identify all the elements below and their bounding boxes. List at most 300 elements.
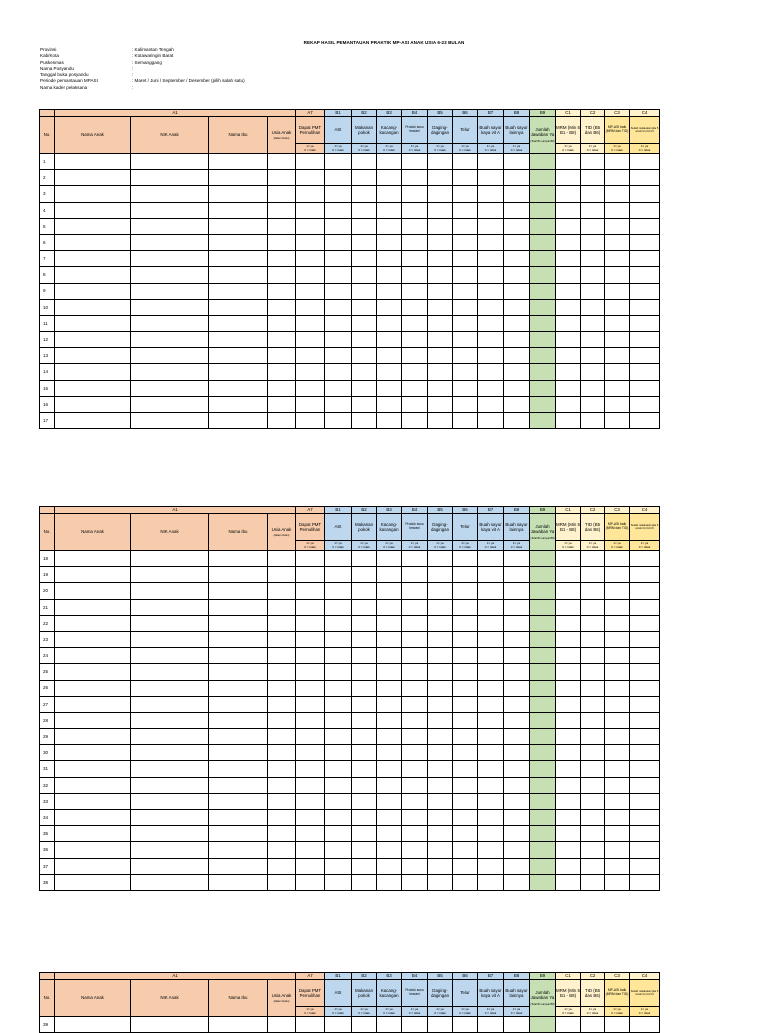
data-cell[interactable] [581, 348, 605, 364]
data-cell[interactable] [131, 874, 209, 890]
data-cell[interactable] [478, 793, 504, 809]
data-cell[interactable] [402, 874, 428, 890]
data-cell[interactable] [377, 567, 402, 583]
data-cell[interactable] [478, 648, 504, 664]
data-cell[interactable] [453, 218, 478, 234]
data-cell[interactable] [556, 348, 581, 364]
data-cell[interactable] [377, 380, 402, 396]
data-cell[interactable] [131, 251, 209, 267]
data-cell[interactable] [325, 315, 352, 331]
data-cell[interactable] [478, 874, 504, 890]
data-cell[interactable] [504, 777, 530, 793]
data-cell[interactable] [504, 712, 530, 728]
data-cell[interactable] [453, 826, 478, 842]
data-cell[interactable] [478, 680, 504, 696]
data-cell[interactable] [296, 761, 325, 777]
data-cell[interactable] [556, 299, 581, 315]
data-cell[interactable] [630, 761, 660, 777]
data-cell[interactable] [581, 283, 605, 299]
data-cell[interactable] [325, 615, 352, 631]
data-cell[interactable] [556, 583, 581, 599]
data-cell[interactable] [428, 154, 453, 170]
data-cell[interactable] [556, 364, 581, 380]
data-cell[interactable] [453, 567, 478, 583]
data-cell[interactable] [325, 777, 352, 793]
data-cell[interactable] [325, 729, 352, 745]
data-cell[interactable] [605, 299, 630, 315]
data-cell[interactable] [296, 648, 325, 664]
data-cell[interactable] [377, 413, 402, 429]
data-cell[interactable] [268, 364, 296, 380]
data-cell[interactable] [530, 218, 556, 234]
data-cell[interactable] [209, 315, 268, 331]
data-cell[interactable] [504, 615, 530, 631]
data-cell[interactable] [325, 567, 352, 583]
data-cell[interactable] [504, 186, 530, 202]
data-cell[interactable] [556, 154, 581, 170]
data-cell[interactable] [131, 315, 209, 331]
data-cell[interactable] [402, 315, 428, 331]
data-cell[interactable] [478, 315, 504, 331]
data-cell[interactable] [453, 251, 478, 267]
data-cell[interactable] [453, 348, 478, 364]
data-cell[interactable] [268, 615, 296, 631]
data-cell[interactable] [209, 810, 268, 826]
data-cell[interactable] [478, 615, 504, 631]
data-cell[interactable] [453, 874, 478, 890]
data-cell[interactable] [325, 842, 352, 858]
data-cell[interactable] [325, 793, 352, 809]
data-cell[interactable] [296, 599, 325, 615]
data-cell[interactable] [377, 186, 402, 202]
data-cell[interactable] [131, 599, 209, 615]
data-cell[interactable] [428, 599, 453, 615]
data-cell[interactable] [630, 664, 660, 680]
data-cell[interactable] [478, 348, 504, 364]
data-cell[interactable] [209, 170, 268, 186]
data-cell[interactable] [209, 874, 268, 890]
data-cell[interactable] [478, 858, 504, 874]
data-cell[interactable] [630, 729, 660, 745]
data-cell[interactable] [581, 267, 605, 283]
data-cell[interactable] [478, 810, 504, 826]
data-cell[interactable] [453, 1017, 478, 1033]
data-cell[interactable] [453, 777, 478, 793]
data-cell[interactable] [352, 810, 377, 826]
data-cell[interactable] [209, 664, 268, 680]
data-cell[interactable] [55, 218, 131, 234]
data-cell[interactable] [352, 348, 377, 364]
data-cell[interactable] [131, 583, 209, 599]
data-cell[interactable] [352, 551, 377, 567]
data-cell[interactable] [530, 712, 556, 728]
data-cell[interactable] [352, 364, 377, 380]
data-cell[interactable] [296, 413, 325, 429]
data-cell[interactable] [402, 615, 428, 631]
data-cell[interactable] [209, 761, 268, 777]
data-cell[interactable] [556, 842, 581, 858]
data-cell[interactable] [530, 267, 556, 283]
data-cell[interactable] [556, 283, 581, 299]
data-cell[interactable] [428, 793, 453, 809]
data-cell[interactable] [55, 826, 131, 842]
data-cell[interactable] [630, 186, 660, 202]
data-cell[interactable] [55, 793, 131, 809]
data-cell[interactable] [402, 1017, 428, 1033]
data-cell[interactable] [530, 777, 556, 793]
data-cell[interactable] [504, 413, 530, 429]
data-cell[interactable] [131, 380, 209, 396]
data-cell[interactable] [296, 315, 325, 331]
data-cell[interactable] [530, 729, 556, 745]
data-cell[interactable] [402, 810, 428, 826]
data-cell[interactable] [581, 712, 605, 728]
data-cell[interactable] [428, 842, 453, 858]
data-cell[interactable] [428, 615, 453, 631]
data-cell[interactable] [268, 664, 296, 680]
data-cell[interactable] [504, 348, 530, 364]
data-cell[interactable] [581, 299, 605, 315]
data-cell[interactable] [268, 680, 296, 696]
data-cell[interactable] [630, 380, 660, 396]
data-cell[interactable] [605, 729, 630, 745]
data-cell[interactable] [268, 551, 296, 567]
data-cell[interactable] [55, 810, 131, 826]
data-cell[interactable] [581, 874, 605, 890]
data-cell[interactable] [478, 842, 504, 858]
data-cell[interactable] [131, 186, 209, 202]
data-cell[interactable] [581, 810, 605, 826]
data-cell[interactable] [377, 777, 402, 793]
data-cell[interactable] [55, 858, 131, 874]
data-cell[interactable] [478, 202, 504, 218]
data-cell[interactable] [352, 218, 377, 234]
data-cell[interactable] [55, 874, 131, 890]
info-value[interactable]: : [132, 72, 134, 78]
data-cell[interactable] [605, 874, 630, 890]
data-cell[interactable] [605, 615, 630, 631]
data-cell[interactable] [268, 567, 296, 583]
data-cell[interactable] [504, 299, 530, 315]
data-cell[interactable] [209, 283, 268, 299]
data-cell[interactable] [325, 283, 352, 299]
data-cell[interactable] [556, 567, 581, 583]
data-cell[interactable] [428, 745, 453, 761]
data-cell[interactable] [268, 712, 296, 728]
data-cell[interactable] [581, 745, 605, 761]
data-cell[interactable] [630, 413, 660, 429]
data-cell[interactable] [556, 251, 581, 267]
data-cell[interactable] [377, 842, 402, 858]
data-cell[interactable] [209, 793, 268, 809]
data-cell[interactable] [428, 696, 453, 712]
data-cell[interactable] [530, 599, 556, 615]
data-cell[interactable] [296, 251, 325, 267]
data-cell[interactable] [55, 1017, 131, 1033]
data-cell[interactable] [55, 599, 131, 615]
data-cell[interactable] [478, 1017, 504, 1033]
data-cell[interactable] [268, 413, 296, 429]
data-cell[interactable] [352, 583, 377, 599]
data-cell[interactable] [530, 810, 556, 826]
data-cell[interactable] [504, 364, 530, 380]
data-cell[interactable] [352, 251, 377, 267]
data-cell[interactable] [296, 170, 325, 186]
data-cell[interactable] [478, 251, 504, 267]
data-cell[interactable] [581, 761, 605, 777]
data-cell[interactable] [296, 842, 325, 858]
data-cell[interactable] [55, 283, 131, 299]
data-cell[interactable] [478, 364, 504, 380]
data-cell[interactable] [428, 251, 453, 267]
data-cell[interactable] [55, 413, 131, 429]
data-cell[interactable] [131, 267, 209, 283]
data-cell[interactable] [402, 583, 428, 599]
data-cell[interactable] [428, 170, 453, 186]
data-cell[interactable] [55, 777, 131, 793]
data-cell[interactable] [428, 567, 453, 583]
data-cell[interactable] [581, 170, 605, 186]
data-cell[interactable] [504, 283, 530, 299]
data-cell[interactable] [209, 267, 268, 283]
data-cell[interactable] [581, 777, 605, 793]
data-cell[interactable] [268, 202, 296, 218]
data-cell[interactable] [352, 413, 377, 429]
data-cell[interactable] [630, 154, 660, 170]
data-cell[interactable] [352, 283, 377, 299]
data-cell[interactable] [504, 234, 530, 250]
data-cell[interactable] [352, 631, 377, 647]
data-cell[interactable] [581, 1017, 605, 1033]
data-cell[interactable] [296, 1017, 325, 1033]
data-cell[interactable] [402, 745, 428, 761]
data-cell[interactable] [428, 1017, 453, 1033]
data-cell[interactable] [605, 218, 630, 234]
data-cell[interactable] [556, 1017, 581, 1033]
data-cell[interactable] [131, 332, 209, 348]
data-cell[interactable] [605, 793, 630, 809]
data-cell[interactable] [581, 648, 605, 664]
data-cell[interactable] [605, 712, 630, 728]
data-cell[interactable] [55, 267, 131, 283]
data-cell[interactable] [630, 234, 660, 250]
data-cell[interactable] [209, 631, 268, 647]
data-cell[interactable] [453, 696, 478, 712]
data-cell[interactable] [296, 567, 325, 583]
data-cell[interactable] [504, 218, 530, 234]
data-cell[interactable] [581, 680, 605, 696]
data-cell[interactable] [209, 729, 268, 745]
data-cell[interactable] [402, 170, 428, 186]
info-value[interactable]: : Kotawaringin Barat [132, 53, 174, 59]
data-cell[interactable] [402, 680, 428, 696]
data-cell[interactable] [504, 793, 530, 809]
data-cell[interactable] [428, 234, 453, 250]
data-cell[interactable] [352, 267, 377, 283]
data-cell[interactable] [605, 599, 630, 615]
data-cell[interactable] [325, 380, 352, 396]
data-cell[interactable] [630, 567, 660, 583]
data-cell[interactable] [428, 413, 453, 429]
data-cell[interactable] [296, 874, 325, 890]
data-cell[interactable] [325, 332, 352, 348]
data-cell[interactable] [55, 551, 131, 567]
data-cell[interactable] [131, 648, 209, 664]
data-cell[interactable] [530, 186, 556, 202]
data-cell[interactable] [428, 761, 453, 777]
data-cell[interactable] [581, 858, 605, 874]
data-cell[interactable] [402, 729, 428, 745]
data-cell[interactable] [478, 551, 504, 567]
data-cell[interactable] [504, 810, 530, 826]
data-cell[interactable] [630, 218, 660, 234]
data-cell[interactable] [296, 664, 325, 680]
data-cell[interactable] [131, 551, 209, 567]
data-cell[interactable] [352, 234, 377, 250]
data-cell[interactable] [268, 1017, 296, 1033]
data-cell[interactable] [581, 202, 605, 218]
data-cell[interactable] [530, 842, 556, 858]
data-cell[interactable] [268, 858, 296, 874]
data-cell[interactable] [530, 761, 556, 777]
data-cell[interactable] [428, 396, 453, 412]
data-cell[interactable] [402, 826, 428, 842]
data-cell[interactable] [453, 413, 478, 429]
data-cell[interactable] [428, 810, 453, 826]
data-cell[interactable] [131, 218, 209, 234]
data-cell[interactable] [556, 413, 581, 429]
data-cell[interactable] [131, 826, 209, 842]
data-cell[interactable] [605, 631, 630, 647]
data-cell[interactable] [630, 170, 660, 186]
data-cell[interactable] [453, 299, 478, 315]
data-cell[interactable] [605, 696, 630, 712]
data-cell[interactable] [325, 745, 352, 761]
data-cell[interactable] [504, 631, 530, 647]
data-cell[interactable] [268, 251, 296, 267]
data-cell[interactable] [209, 1017, 268, 1033]
data-cell[interactable] [55, 396, 131, 412]
data-cell[interactable] [209, 842, 268, 858]
data-cell[interactable] [453, 599, 478, 615]
data-cell[interactable] [352, 777, 377, 793]
data-cell[interactable] [530, 332, 556, 348]
data-cell[interactable] [605, 202, 630, 218]
data-cell[interactable] [402, 283, 428, 299]
info-value[interactable]: : Semanggang [132, 59, 162, 65]
data-cell[interactable] [377, 858, 402, 874]
data-cell[interactable] [325, 154, 352, 170]
data-cell[interactable] [556, 218, 581, 234]
data-cell[interactable] [605, 315, 630, 331]
data-cell[interactable] [377, 712, 402, 728]
data-cell[interactable] [453, 154, 478, 170]
data-cell[interactable] [530, 348, 556, 364]
data-cell[interactable] [605, 186, 630, 202]
data-cell[interactable] [605, 567, 630, 583]
data-cell[interactable] [428, 729, 453, 745]
data-cell[interactable] [556, 234, 581, 250]
data-cell[interactable] [296, 332, 325, 348]
data-cell[interactable] [268, 745, 296, 761]
data-cell[interactable] [268, 777, 296, 793]
data-cell[interactable] [556, 777, 581, 793]
data-cell[interactable] [478, 567, 504, 583]
data-cell[interactable] [630, 551, 660, 567]
data-cell[interactable] [296, 267, 325, 283]
data-cell[interactable] [268, 842, 296, 858]
data-cell[interactable] [581, 413, 605, 429]
data-cell[interactable] [478, 218, 504, 234]
data-cell[interactable] [268, 631, 296, 647]
data-cell[interactable] [377, 729, 402, 745]
data-cell[interactable] [325, 810, 352, 826]
data-cell[interactable] [55, 186, 131, 202]
data-cell[interactable] [325, 267, 352, 283]
data-cell[interactable] [209, 332, 268, 348]
data-cell[interactable] [352, 826, 377, 842]
data-cell[interactable] [131, 858, 209, 874]
data-cell[interactable] [478, 777, 504, 793]
data-cell[interactable] [352, 202, 377, 218]
data-cell[interactable] [325, 664, 352, 680]
data-cell[interactable] [268, 599, 296, 615]
data-cell[interactable] [453, 551, 478, 567]
data-cell[interactable] [402, 648, 428, 664]
data-cell[interactable] [296, 745, 325, 761]
data-cell[interactable] [556, 874, 581, 890]
data-cell[interactable] [377, 170, 402, 186]
data-cell[interactable] [605, 154, 630, 170]
data-cell[interactable] [605, 1017, 630, 1033]
data-cell[interactable] [325, 826, 352, 842]
data-cell[interactable] [428, 874, 453, 890]
data-cell[interactable] [530, 567, 556, 583]
data-cell[interactable] [453, 583, 478, 599]
data-cell[interactable] [478, 631, 504, 647]
data-cell[interactable] [428, 186, 453, 202]
data-cell[interactable] [55, 648, 131, 664]
data-cell[interactable] [428, 267, 453, 283]
data-cell[interactable] [402, 664, 428, 680]
data-cell[interactable] [55, 315, 131, 331]
data-cell[interactable] [268, 810, 296, 826]
data-cell[interactable] [453, 315, 478, 331]
data-cell[interactable] [268, 218, 296, 234]
data-cell[interactable] [530, 283, 556, 299]
data-cell[interactable] [478, 332, 504, 348]
data-cell[interactable] [428, 680, 453, 696]
data-cell[interactable] [605, 251, 630, 267]
data-cell[interactable] [478, 761, 504, 777]
data-cell[interactable] [402, 332, 428, 348]
data-cell[interactable] [530, 251, 556, 267]
data-cell[interactable] [581, 615, 605, 631]
data-cell[interactable] [209, 234, 268, 250]
data-cell[interactable] [325, 583, 352, 599]
data-cell[interactable] [268, 826, 296, 842]
data-cell[interactable] [402, 793, 428, 809]
data-cell[interactable] [605, 842, 630, 858]
data-cell[interactable] [209, 348, 268, 364]
data-cell[interactable] [55, 583, 131, 599]
data-cell[interactable] [131, 793, 209, 809]
data-cell[interactable] [605, 267, 630, 283]
data-cell[interactable] [402, 696, 428, 712]
data-cell[interactable] [478, 664, 504, 680]
data-cell[interactable] [268, 761, 296, 777]
data-cell[interactable] [325, 251, 352, 267]
